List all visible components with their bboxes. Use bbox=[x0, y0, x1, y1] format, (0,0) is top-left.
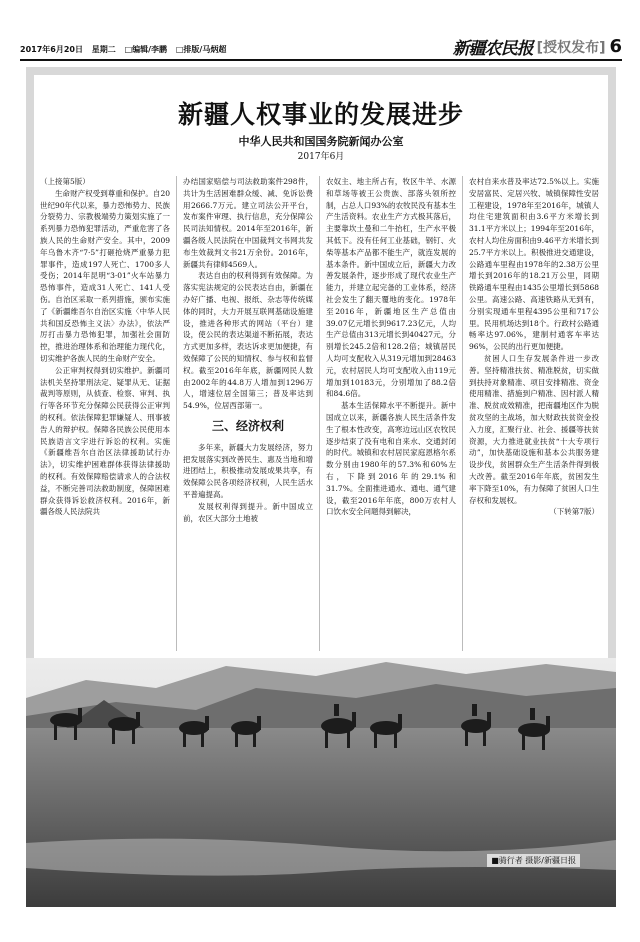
paragraph: 农村自来水普及率达72.5%以上。实施安居富民、定居兴牧、城镇保障性安居工程建设，1978年至2016年，城镇人均住宅建筑面积由3.6平方米增长到31.1平方米以上；1994年至2016年，农村人均住房面积由9.46平方米增长到25.7平方米以上。积极推进交通建设，公路通车里程由1978年的2.38万公里增长到2016年的18.21万公里，同期铁路通车里程由1435公里增长到5868公里。高速公路、高速铁路从无到有，分别实现通车里程4395公里和717公里。民用机场达到18个。行政村公路通畅率达97.06%，建制村通客车率达96%，公民的出行更加便捷。 bbox=[469, 177, 599, 352]
article-date: 2017年6月 bbox=[297, 152, 345, 162]
column-2 bbox=[183, 176, 313, 651]
column-divider bbox=[462, 176, 463, 651]
header-rule bbox=[20, 59, 622, 61]
grassland bbox=[26, 728, 616, 907]
section-label: [授权发布] bbox=[536, 39, 606, 56]
editor-credit: □编辑/李鹏 bbox=[124, 45, 168, 54]
paragraph: 办结国家赔偿与司法救助案件298件，共计为生活困难群众缓、减、免诉讼费用2666.7万元。建立司法公开平台，发布案件审理、执行信息，充分保障公民司法知情权。2014年至2016年，新疆各级人民法院在中国裁判文书网共发布生效裁判文书21万余份。2016年，新疆共有律师4569人。 bbox=[183, 177, 313, 269]
newspaper-masthead: 新疆农民报 bbox=[452, 39, 533, 59]
column-4 bbox=[469, 176, 599, 651]
paragraph: 生命财产权受到尊重和保护。自20世纪90年代以来，暴力恐怖势力、民族分裂势力、宗教极端势力策划实施了一系列暴力恐怖犯罪活动，严重危害了各族人民的生命财产安全。其中，2009年乌鲁木齐“7·5”打砸抢烧严重暴力犯罪事件，造成197人死亡、1700多人受伤；2014年昆明“3·01”火车站暴力恐怖事件，造成31人死亡、141人受伤。自治区采取一系列措施，颁布实施了《新疆维吾尔自治区实施〈中华人民共和国反恐怖主义法〉办法》，依法严厉打击暴力恐怖犯罪，加强社会面防控，推进治理体系和治理能力现代化，切实维护各族人民的生命财产安全。 bbox=[40, 188, 170, 363]
section-heading: 三、经济权利 bbox=[211, 418, 284, 433]
column-divider bbox=[176, 176, 177, 651]
paragraph: 公正审判权得到切实维护。新疆司法机关坚持罪刑法定、疑罪从无、证据裁判等原则，从侦查、检察、审判、执行等各环节充分保障公民获得公正审判的权利。依法保障犯罪嫌疑人、刑事被告人的辩护权。保障各民族公民使用本民族语言文字进行诉讼的权利。实施《新疆维吾尔自治区法律援助试行办法》，切实维护困难群体获得法律援助的权利。有效保障赔偿请求人的合法权益，不断完善司法救助制度，保障困难群众获得诉讼救济权利。2016年，新疆各级人民法院共 bbox=[40, 365, 170, 517]
issue-date: 2017年6月20日 bbox=[20, 45, 83, 54]
continued-from-note: （上接第5版） bbox=[40, 177, 90, 186]
page-header bbox=[20, 34, 622, 58]
continued-to-note: （下转第7版） bbox=[549, 507, 599, 517]
column-1 bbox=[40, 176, 170, 651]
paragraph: 基本生活保障水平不断提升。新中国成立以来，新疆各族人民生活条件发生了根本性改变，高寒边远山区农牧民逐步结束了没有电和自来水、交通封闭的时代。城镇和农村居民家庭恩格尔系数分别由1980年的57.3%和60%左右，下降到2016年的29.1%和31.7%。全面推进通水、通电、通气建设，截至2016年年底，800万农村人口饮水安全问题得到解决， bbox=[326, 401, 456, 517]
article-body bbox=[40, 176, 602, 651]
paragraph: 发展权利得到提升。新中国成立前，农区大部分土地被 bbox=[183, 501, 313, 523]
header-brand bbox=[453, 34, 622, 59]
column-divider bbox=[319, 176, 320, 651]
photo-illustration bbox=[26, 658, 616, 907]
paragraph: 表达自由的权利得到有效保障。为落实宪法规定的公民表达自由，新疆在办好广播、电视、报纸、杂志等传统媒体的同时，大力开展互联网基础设施建设，推进各种形式的网站（平台）建设，使公民的表达渠道不断拓展，表达方式更加多样，表达诉求更加便捷，有效保障了公民的知情权、参与权和监督权。截至2016年年底，新疆网民人数由2002年的44.8万人增加到1296万人，增速位居全国第三；普及率达到54.9%，位居西部第一。 bbox=[183, 271, 313, 411]
article-title: 新疆人权事业的发展进步 bbox=[177, 100, 464, 129]
article-author: 中华人民共和国国务院新闻办公室 bbox=[238, 135, 404, 148]
page-number: 6 bbox=[609, 36, 622, 57]
paragraph: 多年来，新疆大力发展经济，努力把发展落实到改善民生、惠及当地和增进团结上，积极推动发展成果共享，有效保障公民各项经济权利，人民生活水平普遍提高。 bbox=[183, 442, 313, 499]
landscape-photo bbox=[26, 658, 616, 907]
photo-caption: ■骑行者 摄影/新疆日报 bbox=[487, 854, 580, 867]
column-3 bbox=[326, 176, 456, 651]
paragraph: 农奴主、地主所占有，牧区牛羊、水源和草场等被王公贵族、部落头领所控制，占总人口93%的农牧民没有基本生产生活资料。农业生产方式极其落后，主要靠坎土曼和二牛抬杠，生产水平极其低下。没有任何工业基础，钢钉、火柴等基本产品都不能生产，就连发展的基本条件。新中国成立后，新疆大力改善发展条件，逐步形成了现代农业生产能力，并建立起完备的工业体系，经济社会发生了翻天覆地的变化。1978年至2016年，新疆地区生产总值由39.07亿元增长到9617.23亿元，人均生产总值由313元增长到40427元，分别增长245.2倍和128.2倍；城镇居民人均可支配收入从319元增加到28463元，农村居民人均可支配收入由119元增加到10183元，分别增加了88.2倍和84.6倍。 bbox=[326, 177, 456, 399]
header-info bbox=[20, 44, 232, 55]
paragraph: 贫困人口生存发展条件进一步改善。坚持精准扶贫、精准脱贫，切实做到扶持对象精准、项目安排精准、资金使用精准、措施到户精准、因村派人精准、脱贫成效精准，把南疆地区作为脱贫攻坚的主战场，加大财政扶贫资金投入力度，汇聚行业、社会、援疆等扶贫资源，大力推进就业扶贫“十大专项行动”，加快基础设施和基本公共服务建设步伐，贫困群众生产生活条件得到极大改善。截至2016年年底，贫困发生率下降至10%，有力保障了贫困人口生存权和发展权。 bbox=[469, 353, 599, 505]
layout-credit: □排版/马炳超 bbox=[175, 45, 227, 54]
issue-weekday: 星期二 bbox=[91, 45, 116, 54]
